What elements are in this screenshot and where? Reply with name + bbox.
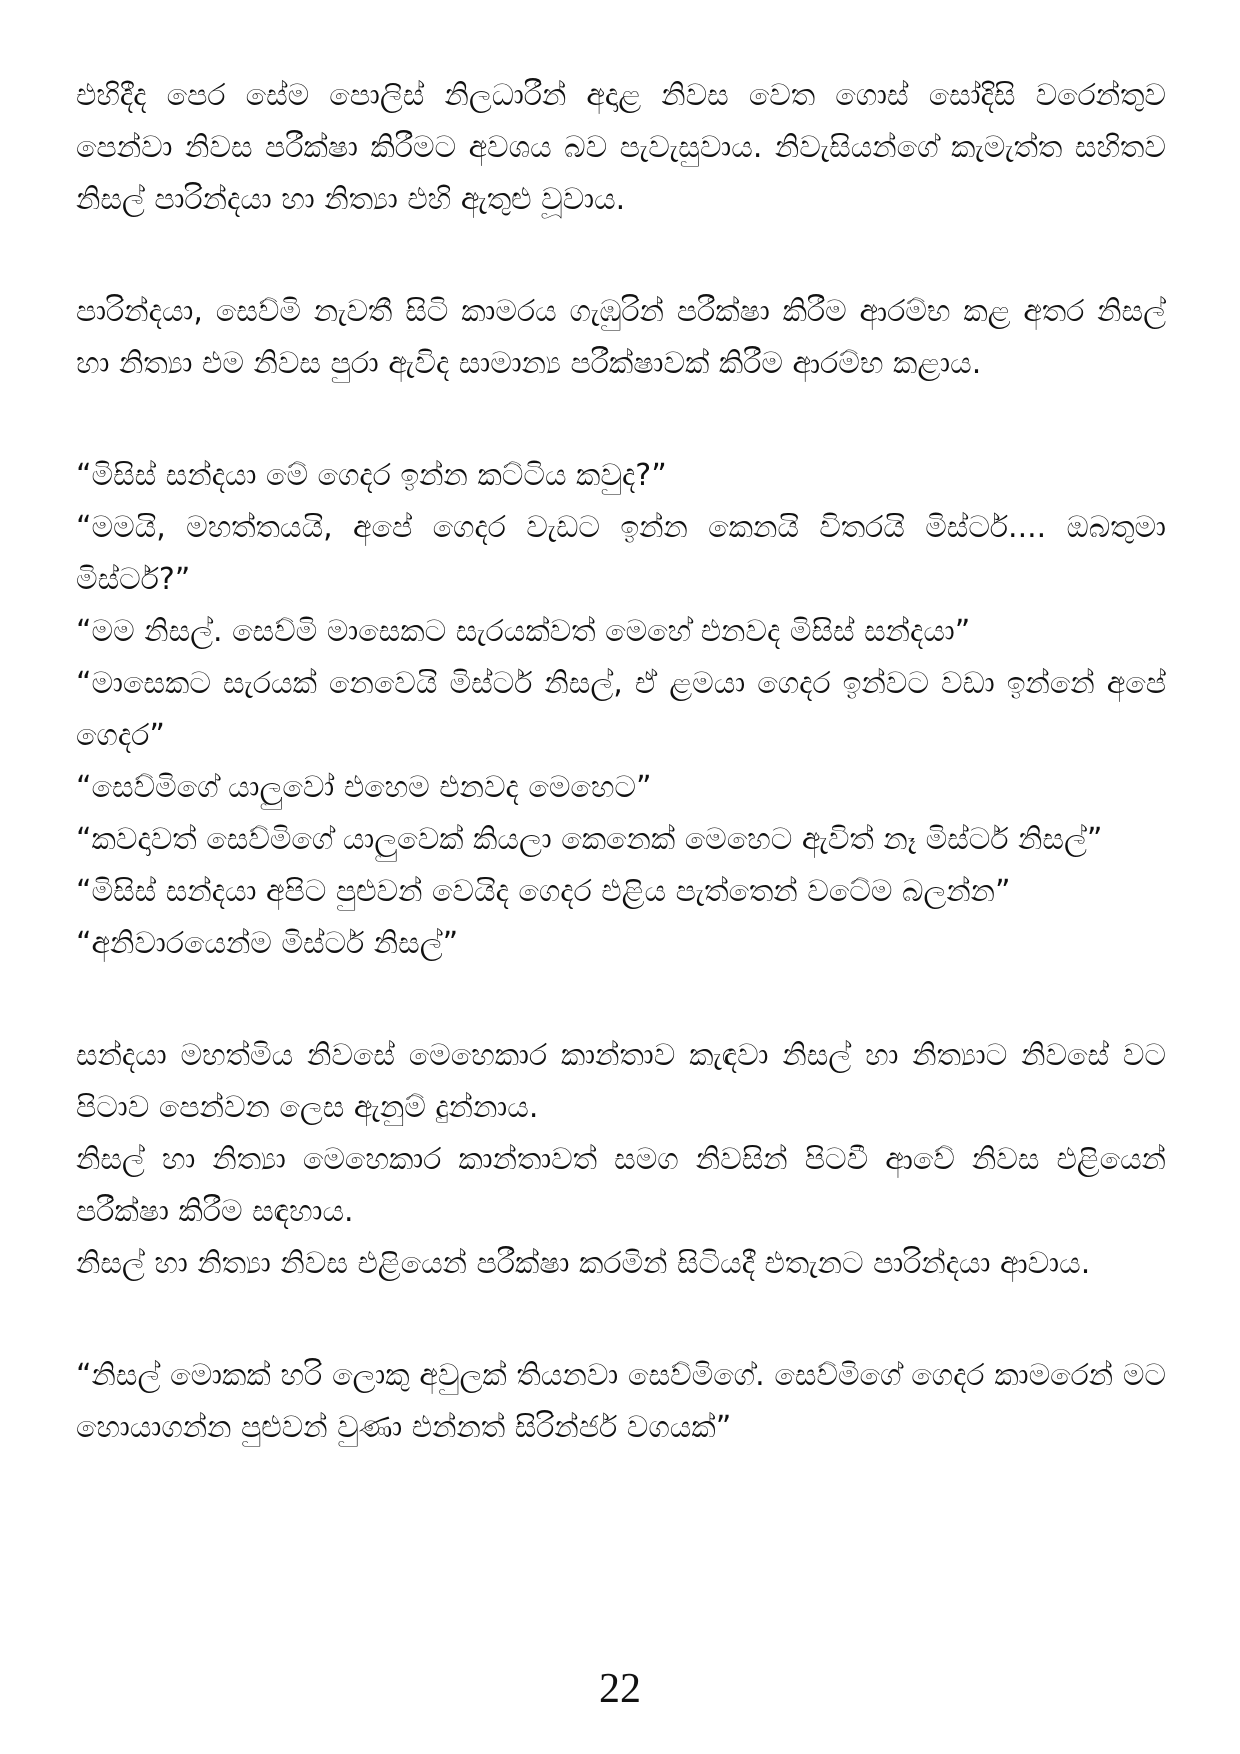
paragraph-gap (76, 390, 1166, 450)
paragraph-room-inspection: පාරින්දයා, සෙව්මි නැවතී සිටි කාමරය ගැඹුරින් පරීක්ෂා කිරීම ආරම්භ කළ අතර නිසල් හා නිත්‍යා එම නිවස පුරා ඇවිද සාමාන්‍ය පරීක්ෂාවක් කිරීම ආරම්භ කළාය. (76, 294, 1166, 381)
paragraph-parindya-arrives: නිසල් හා නිත්‍යා නිවස එළියෙන් පරීක්ෂා කරමින් සිටියදී එතැනට පාරින්දයා ආවාය. (76, 1246, 1091, 1281)
dialogue-line: “මිසිස් සන්දයා අපිට පුළුවන් වෙයිද ගෙදර එළිය පැත්තෙන් වටේම බලන්න” (76, 874, 1011, 909)
page-number: 22 (599, 1666, 641, 1712)
paragraph-housemaid: සන්දයා මහත්මිය නිවසේ මෙහෙකාර කාන්තාව කැඳවා නිසල් හා නිත්‍යාට නිවසේ වට පිටාව පෙන්වන ලෙස ඇනුම් දුන්නාය. (76, 1038, 1166, 1125)
dialogue-line-syringes: “නිසල් මොකක් හරි ලොකු අවුලක් තියනවා සෙව්මිගේ. සෙව්මිගේ ගෙදර කාමරෙන් මට හොයාගන්න පුළුවන් වුණා එන්නත් සිරින්ජර් වගයක්” (76, 1358, 1166, 1445)
dialogue-line: “අනිවාරයෙන්ම මිස්ටර් නිසල්” (76, 926, 459, 961)
paragraph-search-arrival: එහිදීද පෙර සේම පොලිස් නිලධාරීන් අදාළ නිවස වෙත ගොස් සෝදිසි වරෙන්තුව පෙන්වා නිවස පරීක්ෂා කිරීමට අවශය බව පැවැසුවාය. නිවැසියන්ගේ කැමැත්ත සහිතව නිසල් පාරින්දයා හා නිත්‍යා එහි ඇතුළු වූවාය. (76, 78, 1166, 217)
dialogue-line: “මාසෙකට සැරයක් නෙවෙයි මිස්ටර් නිසල්, ඒ ළමයා ගෙදර ඉන්වට වඩා ඉන්නේ අපේ ගෙදර” (76, 666, 1166, 753)
paragraph-outside-check: නිසල් හා නිත්‍යා මෙහෙකාර කාන්තාවත් සමග නිවසින් පිටවී ආවේ නිවස එළියෙන් පරීක්ෂා කිරීම සඳහාය. (76, 1142, 1166, 1229)
dialogue-line: “කවදාවත් සෙව්මිගේ යාලුවෙක් කියලා කෙනෙක් මෙහෙට ඇවිත් නෑ මිස්ටර් නිසල්” (76, 822, 1103, 857)
dialogue-line: “සෙව්මිගේ යාලුවෝ එහෙම එනවද මෙහෙට” (76, 770, 652, 805)
paragraph-gap (76, 226, 1166, 286)
dialogue-line: “මිසිස් සන්දයා මේ ගෙදර ඉන්න කට්ටිය කවුද?” (76, 458, 667, 493)
paragraph-gap (76, 970, 1166, 1030)
page-body (76, 70, 1166, 1454)
paragraph-gap (76, 1290, 1166, 1350)
dialogue-line: “මමයි, මහත්තයයි, අපේ ගෙදර වැඩට ඉන්න කෙනයි විතරයි මිස්ටර්.... ඔබතුමා මිස්ටර්?” (76, 510, 1166, 597)
dialogue-line: “මම නිසල්. සෙව්මි මාසෙකට සැරයක්වත් මෙහේ එනවද මිසිස් සන්දයා” (76, 614, 971, 649)
